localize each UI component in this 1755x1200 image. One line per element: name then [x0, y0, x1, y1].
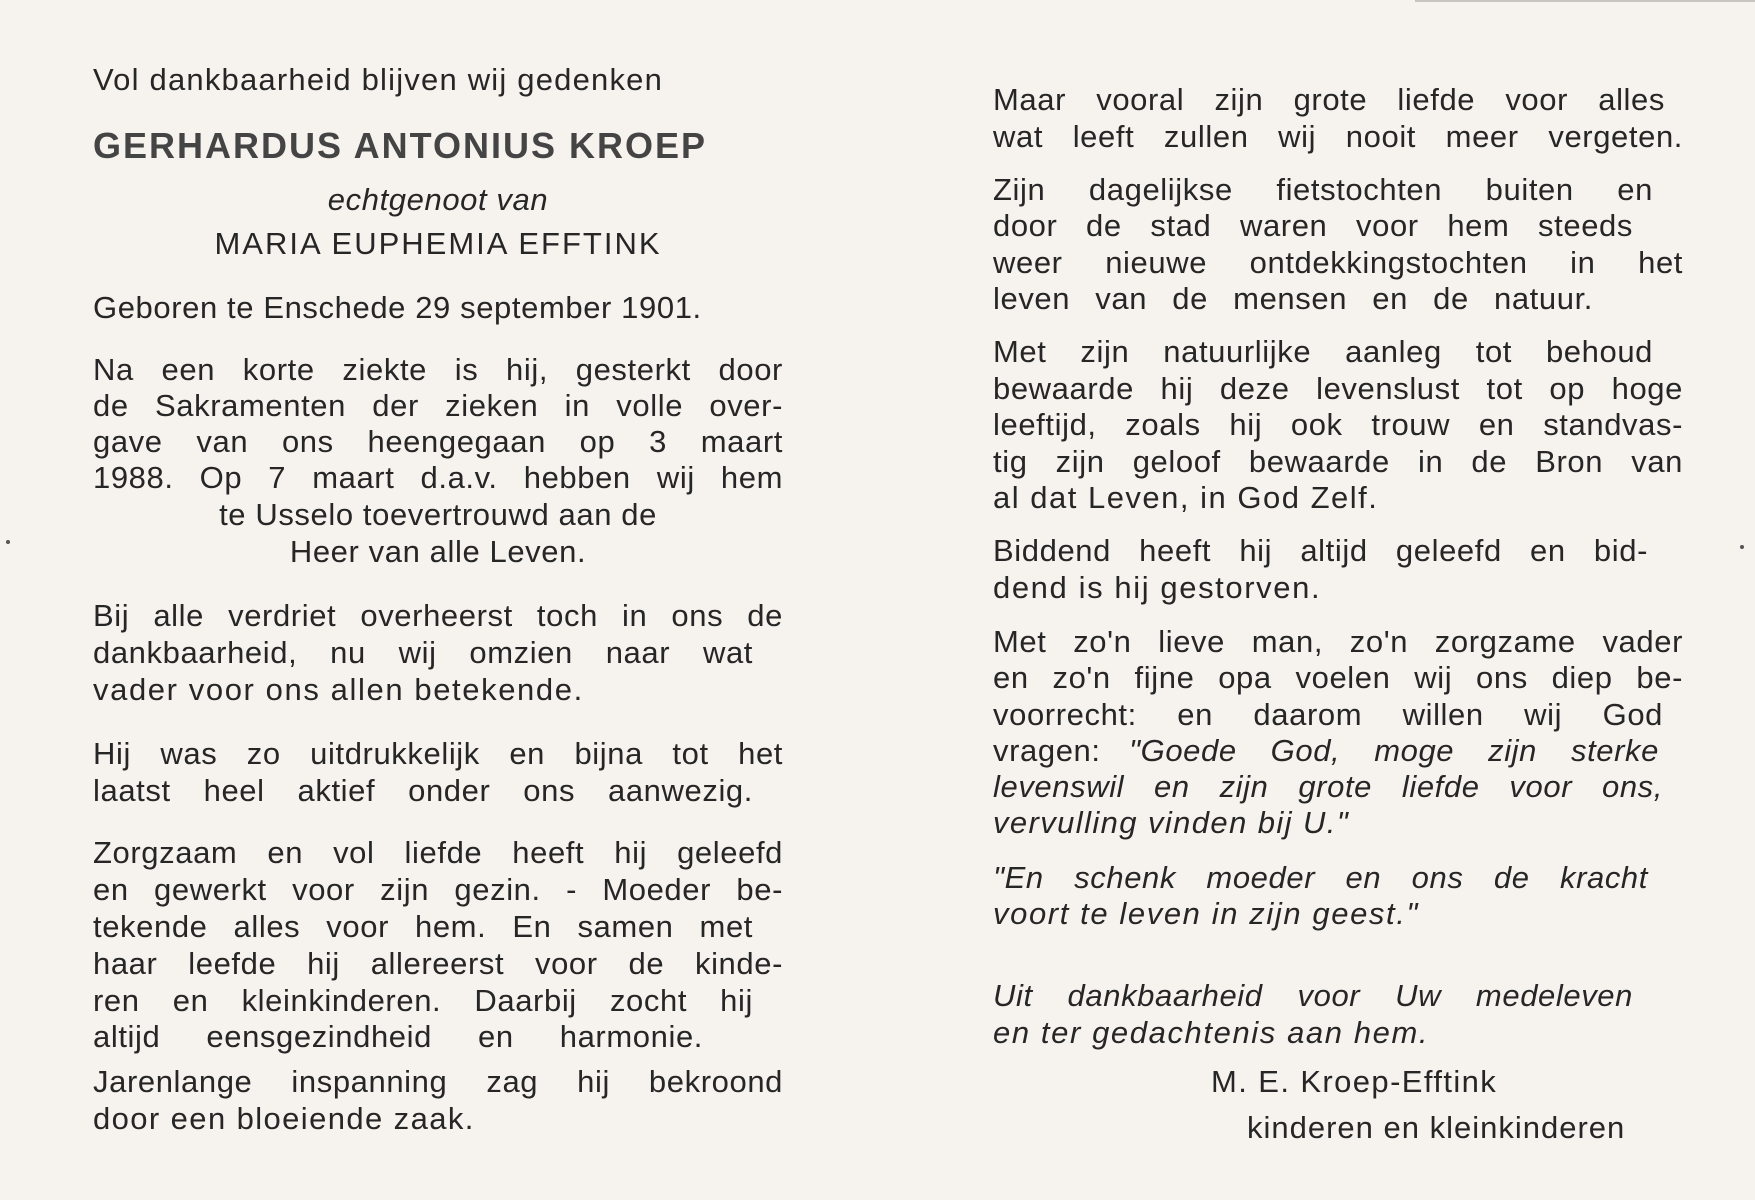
text-line: bewaarde hij deze levenslust tot op hoge [993, 371, 1683, 406]
text-line: haar leefde hij allereerst voor de kinde- [93, 946, 783, 981]
text-line: Na een korte ziekte is hij, gesterkt door [93, 352, 783, 387]
text-line: gave van ons heengegaan op 3 maart [93, 424, 783, 459]
intro-line: Vol dankbaarheid blijven wij gedenken [93, 62, 664, 97]
text-line: Jarenlange inspanning zag hij bekroond [93, 1064, 783, 1099]
text-line: 1988. Op 7 maart d.a.v. hebben wij hem [93, 460, 783, 495]
spouse-name: MARIA EUPHEMIA EFFTINK [214, 226, 662, 261]
scan-speck [6, 540, 10, 544]
quote-line: vervulling vinden bij U." [993, 805, 1350, 840]
signature: M. E. Kroep-Efftink [1211, 1064, 1498, 1099]
text-line: Zijn dagelijkse fietstochten buiten en [993, 172, 1653, 207]
text-line: en gewerkt voor zijn gezin. - Moeder be- [93, 872, 783, 907]
text-line: en zo'n fijne opa voelen wij ons diep be- [993, 660, 1683, 695]
text-line: te Usselo toevertrouwd aan de [219, 497, 657, 532]
scan-speck [1740, 545, 1744, 549]
text-line: de Sakramenten der zieken in volle over- [93, 388, 783, 423]
text-line: Met zo'n lieve man, zo'n zorgzame vader [993, 624, 1683, 659]
text-line: Biddend heeft hij altijd geleefd en bid- [993, 533, 1648, 568]
text-line: ren en kleinkinderen. Daarbij zocht hij [93, 983, 753, 1018]
text-line: vragen: [993, 733, 1101, 768]
quote-line: voort te leven in zijn geest." [993, 896, 1420, 931]
closing-line: en ter gedachtenis aan hem. [993, 1015, 1430, 1050]
text-line: weer nieuwe ontdekkingstochten in het [993, 245, 1683, 280]
text-line: door een bloeiende zaak. [93, 1101, 475, 1136]
text-line: voorrecht: en daarom willen wij God [993, 697, 1663, 732]
text-line: dankbaarheid, nu wij omzien naar wat [93, 635, 753, 670]
text-line: laatst heel aktief onder ons aanwezig. [93, 773, 753, 808]
text-line: vader voor ons allen betekende. [93, 672, 584, 707]
text-line: wat leeft zullen wij nooit meer vergeten. [993, 119, 1683, 154]
quote-line: "Goede God, moge zijn sterke [1129, 733, 1659, 768]
text-line: Heer van alle Leven. [289, 534, 587, 569]
quote-line: "En schenk moeder en ons de kracht [993, 860, 1648, 895]
text-line: Met zijn natuurlijke aanleg tot behoud [993, 334, 1653, 369]
text-line: Zorgzaam en vol liefde heeft hij geleefd [93, 835, 783, 870]
text-line: dend is hij gestorven. [993, 570, 1322, 605]
text-line: tekende alles voor hem. En samen met [93, 909, 753, 944]
text-line: Maar vooral zijn grote liefde voor alles [993, 82, 1665, 117]
text-line: Bij alle verdriet overheerst toch in ons de [93, 598, 783, 633]
text-line: tig zijn geloof bewaarde in de Bron van [993, 444, 1683, 479]
quote-line: levenswil en zijn grote liefde voor ons, [993, 769, 1663, 804]
text-line: Hij was zo uitdrukkelijk en bijna tot het [93, 736, 783, 771]
deceased-name: GERHARDUS ANTONIUS KROEP [93, 125, 708, 166]
spouse-label: echtgenoot van [327, 182, 549, 217]
scan-edge [1415, 0, 1755, 2]
signature-family: kinderen en kleinkinderen [1247, 1110, 1626, 1145]
text-line: leven van de mensen en de natuur. [993, 281, 1593, 316]
text-line: door de stad waren voor hem steeds [993, 208, 1633, 243]
text-line: leeftijd, zoals hij ook trouw en standvas- [993, 407, 1683, 442]
closing-line: Uit dankbaarheid voor Uw medeleven [993, 978, 1633, 1013]
birth-line: Geboren te Enschede 29 september 1901. [93, 290, 702, 325]
text-line: altijd eensgezindheid en harmonie. [93, 1019, 703, 1054]
text-line: al dat Leven, in God Zelf. [993, 480, 1379, 515]
